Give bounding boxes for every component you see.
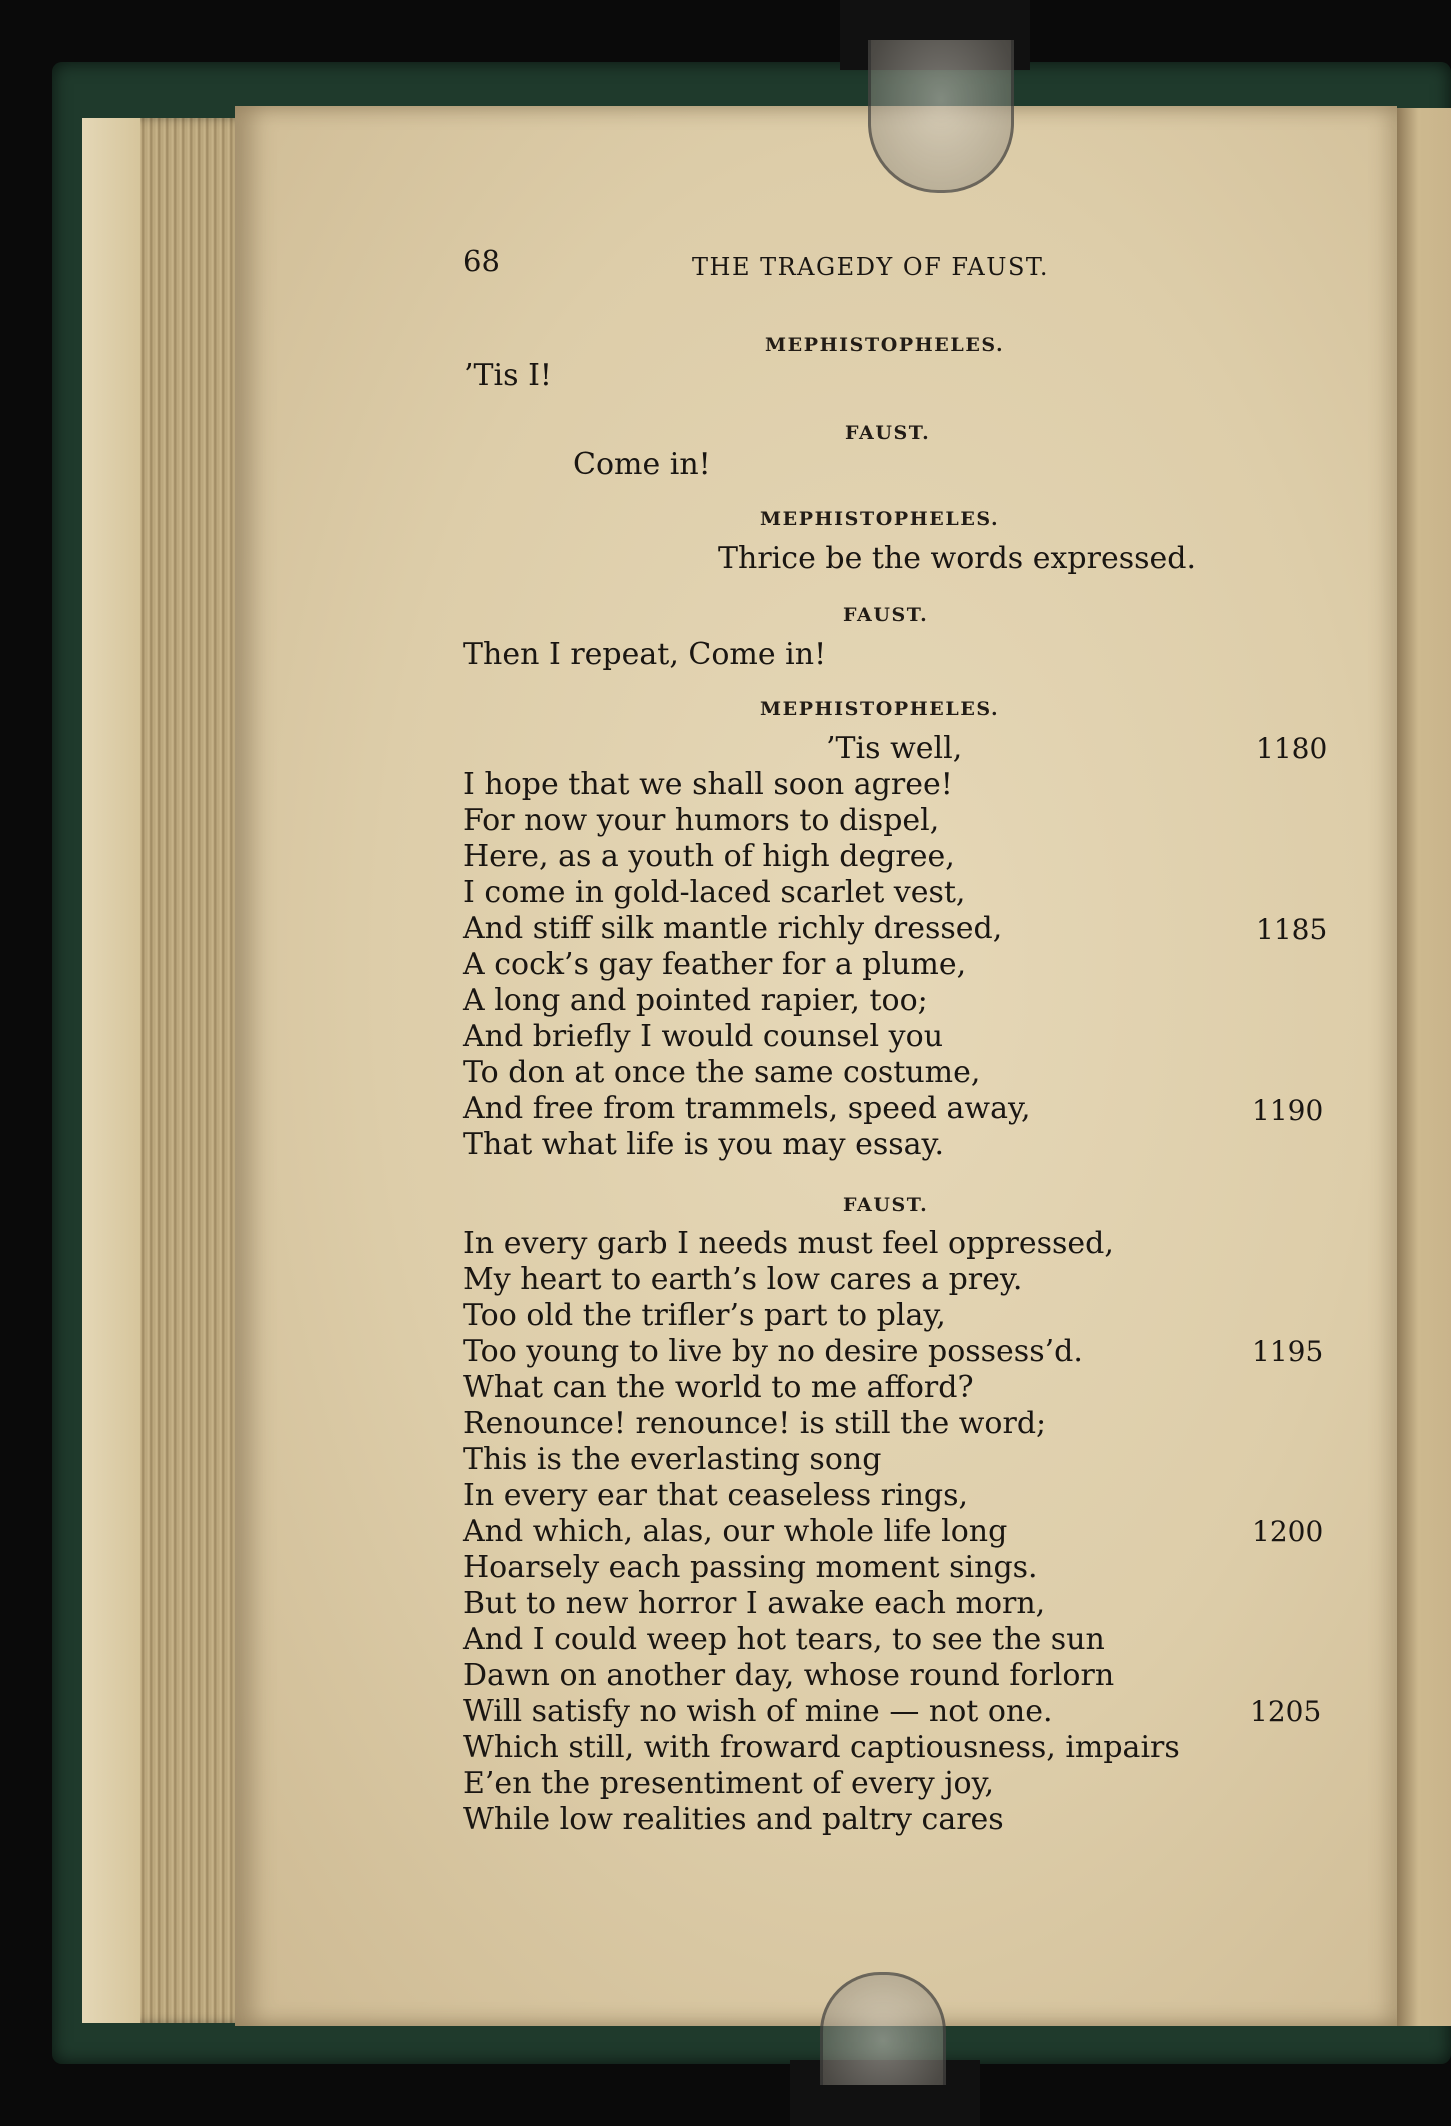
verse-line: In every garb I needs must feel oppressed, [463, 1226, 1114, 1261]
verse-line: A cock’s gay feather for a plume, [463, 947, 967, 982]
speaker-label: FAUST. [845, 422, 931, 444]
speaker-label: FAUST. [843, 604, 929, 626]
verse-line: Too old the trifler’s part to play, [463, 1298, 946, 1333]
verse-line: And briefly I would counsel you [463, 1019, 944, 1054]
verse-line: Here, as a youth of high degree, [463, 839, 955, 874]
speaker-label: FAUST. [843, 1194, 929, 1216]
verse-line: That what life is you may essay. [463, 1127, 945, 1162]
verse-line: This is the everlasting song [463, 1442, 882, 1477]
top-page-clip [868, 40, 1014, 193]
verse-line: And free from trammels, speed away, [463, 1091, 1031, 1126]
line-number: 1205 [1250, 1695, 1322, 1728]
verse-line: And stiff silk mantle richly dressed, [463, 911, 1003, 946]
verse-line: Too young to live by no desire possess’d. [463, 1334, 1083, 1369]
verse-line: Dawn on another day, whose round forlorn [463, 1658, 1115, 1693]
verse-line: A long and pointed rapier, too; [463, 983, 928, 1018]
verse-line: E’en the presentiment of every joy, [463, 1766, 995, 1801]
verse-line: I come in gold-laced scarlet vest, [463, 875, 966, 910]
line-number: 1195 [1252, 1335, 1324, 1368]
speaker-label: MEPHISTOPHELES. [765, 334, 1005, 356]
line-number: 1180 [1256, 732, 1328, 765]
verse-line: ’Tis I! [464, 358, 552, 393]
verse-line: My heart to earth’s low cares a prey. [463, 1262, 1023, 1297]
verse-line: Then I repeat, Come in! [463, 637, 827, 672]
line-number: 1190 [1252, 1094, 1324, 1127]
verse-line: But to new horror I awake each morn, [463, 1586, 1046, 1621]
speaker-label: MEPHISTOPHELES. [760, 508, 1000, 530]
verse-line: I hope that we shall soon agree! [463, 767, 953, 802]
verse-line: Will satisfy no wish of mine — not one. [463, 1694, 1053, 1729]
verse-line: Come in! [573, 447, 711, 482]
page-number: 68 [463, 244, 500, 278]
verse-line: And which, alas, our whole life long [463, 1514, 1008, 1549]
verse-line: Renounce! renounce! is still the word; [463, 1406, 1047, 1441]
verse-line: While low realities and paltry cares [463, 1802, 1004, 1837]
bottom-page-clip [820, 1972, 946, 2085]
verse-line: For now your humors to dispel, [463, 803, 940, 838]
verse-line: Thrice be the words expressed. [718, 541, 1196, 576]
speaker-label: MEPHISTOPHELES. [760, 698, 1000, 720]
verse-line: What can the world to me afford? [463, 1370, 974, 1405]
page-edges-light [82, 118, 140, 2023]
verse-line: Which still, with froward captiousness, impairs [463, 1730, 1180, 1765]
facing-page-edge [1397, 108, 1451, 2026]
verse-line: In every ear that ceaseless rings, [463, 1478, 969, 1513]
verse-line: ’Tis well, [826, 731, 963, 766]
verse-line: And I could weep hot tears, to see the sun [463, 1622, 1105, 1657]
verse-line: To don at once the same costume, [463, 1055, 981, 1090]
running-title: THE TRAGEDY OF FAUST. [692, 253, 1050, 281]
verse-line: Hoarsely each passing moment sings. [463, 1550, 1038, 1585]
line-number: 1200 [1252, 1515, 1324, 1548]
line-number: 1185 [1256, 913, 1328, 946]
